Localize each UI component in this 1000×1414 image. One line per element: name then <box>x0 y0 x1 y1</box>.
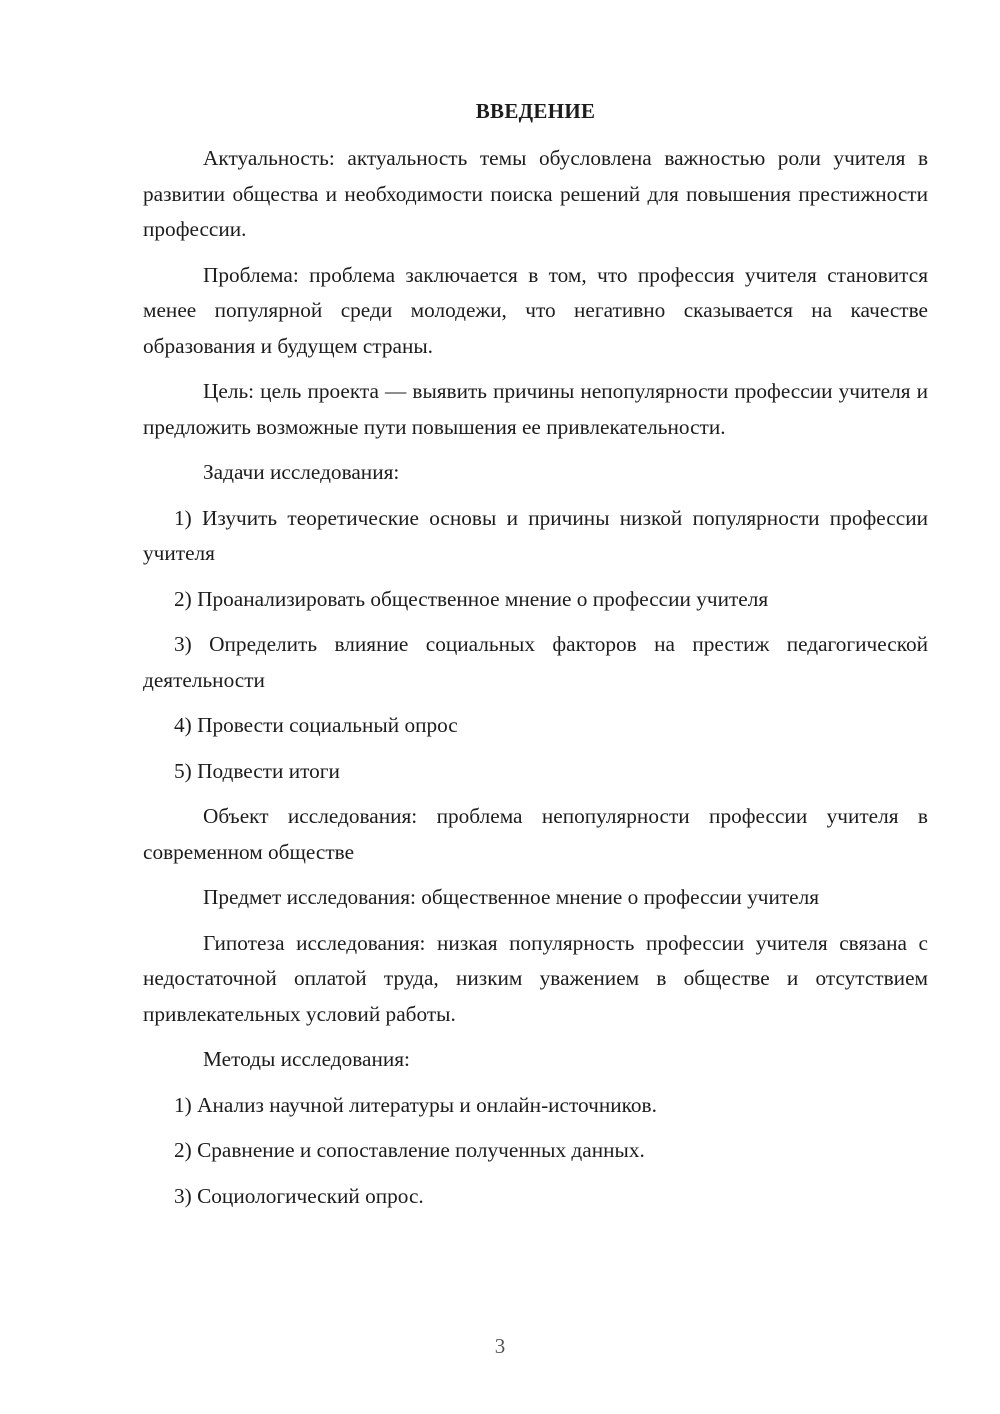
task-item: 3) Определить влияние социальных факторов на престиж педагогической деятельности <box>143 632 928 692</box>
goal-paragraph: Цель: цель проекта — выявить причины непопулярности профессии учителя и предложить возможные пути повышения ее привлекательности. <box>143 379 928 439</box>
subject-paragraph: Предмет исследования: общественное мнение о профессии учителя <box>203 885 820 909</box>
tasks-heading: Задачи исследования: <box>203 460 400 484</box>
page-number: 3 <box>494 1334 506 1358</box>
problem-paragraph: Проблема: проблема заключается в том, что профессия учителя становится менее популярной среди молодежи, что негативно сказывается на качестве образования и будущем страны. <box>143 262 928 358</box>
task-item: 2) Проанализировать общественное мнение о профессии учителя <box>174 586 769 611</box>
section-title: ВВЕДЕНИЕ <box>475 99 596 123</box>
task-item: 5) Подвести итоги <box>174 758 340 783</box>
object-paragraph: Объект исследования: проблема непопулярности профессии учителя в современном обществе <box>143 804 928 864</box>
document-page <box>143 95 928 1224</box>
methods-heading: Методы исследования: <box>203 1047 410 1071</box>
method-item: 3) Социологический опрос. <box>174 1183 424 1208</box>
task-item: 1) Изучить теоретические основы и причины низкой популярности профессии учителя <box>143 505 928 565</box>
method-item: 1) Анализ научной литературы и онлайн-источников. <box>174 1092 657 1117</box>
hypothesis-paragraph: Гипотеза исследования: низкая популярность профессии учителя связана с недостаточной оплатой труда, низким уважением в обществе и отсутствием привлекательных условий работы. <box>143 930 928 1026</box>
method-item: 2) Сравнение и сопоставление полученных данных. <box>174 1138 645 1162</box>
task-item: 4) Провести социальный опрос <box>174 713 458 737</box>
relevance-paragraph: Актуальность: актуальность темы обусловлена важностью роли учителя в развитии общества и необходимости поиска решений для повышения престижности профессии. <box>143 146 928 241</box>
